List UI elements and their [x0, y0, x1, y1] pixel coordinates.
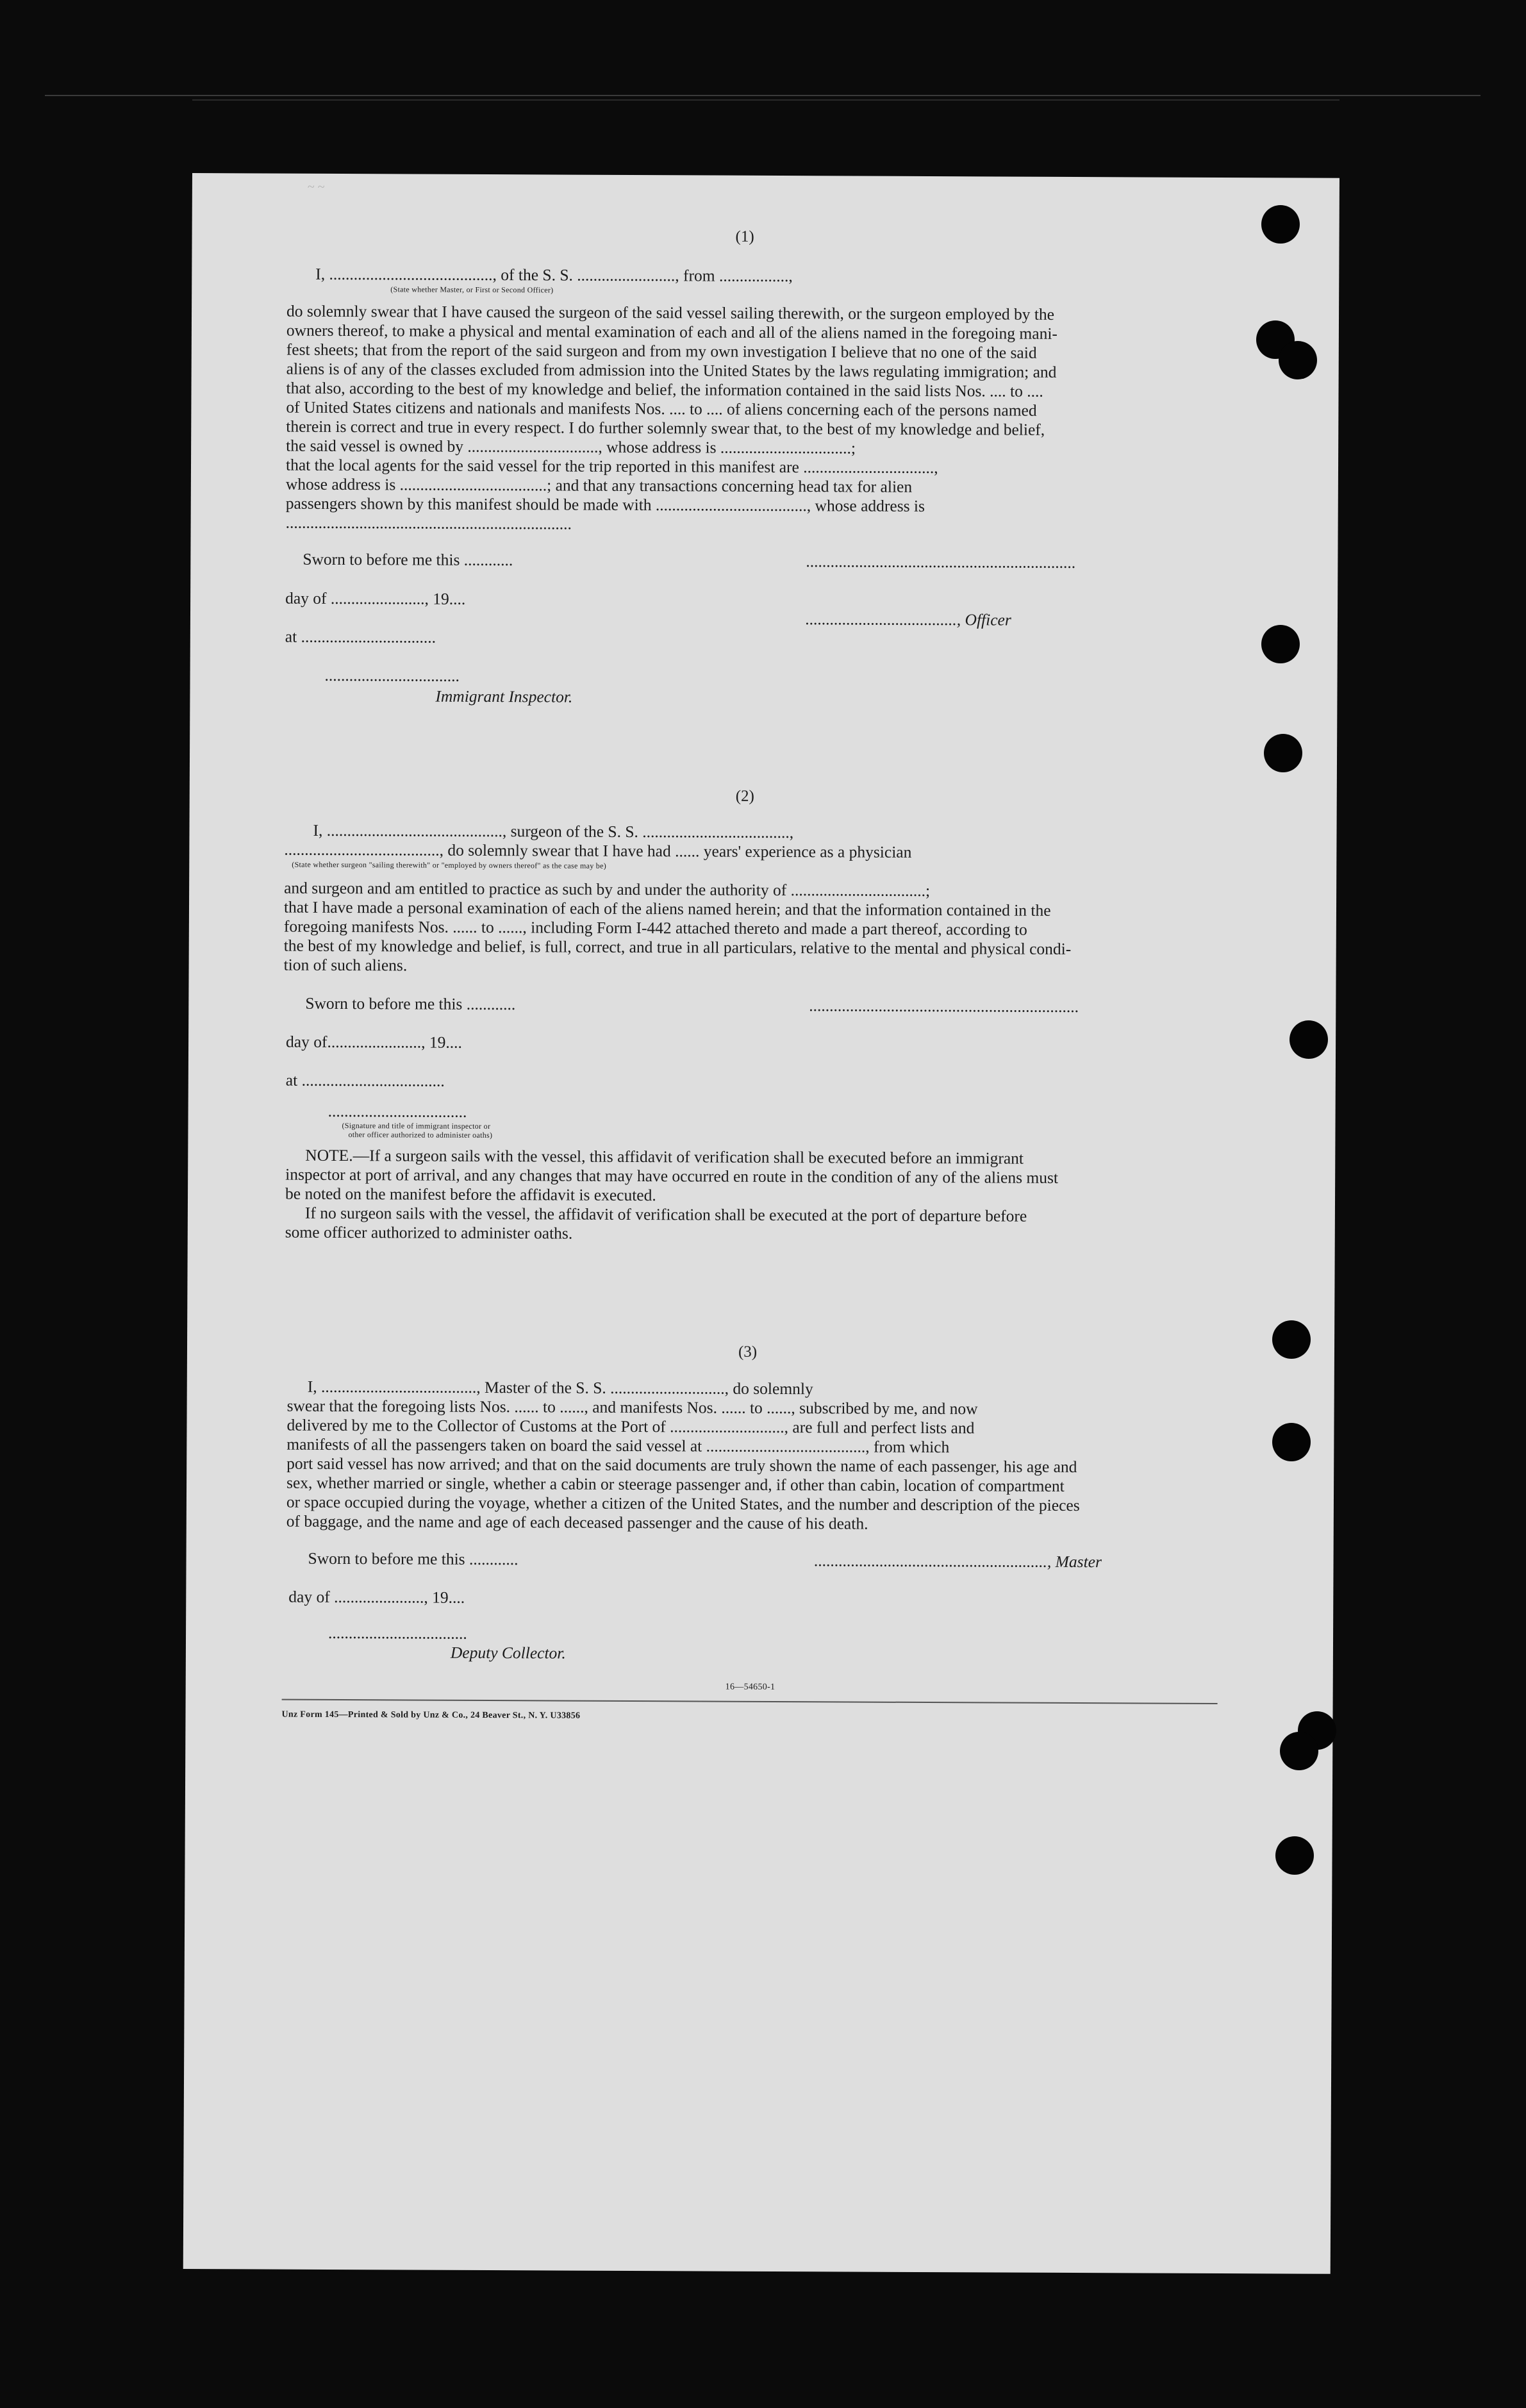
signature-dots: .................................................................. — [809, 996, 1079, 1017]
inspector-signature-dots: .................................. — [328, 1101, 467, 1121]
para-line: the said vessel is owned by ................................, whose address is ................................; — [286, 436, 856, 458]
day-of-line: day of ......................, 19.... — [288, 1587, 465, 1607]
day-of-line: day of......................., 19.... — [286, 1032, 462, 1052]
para-line: or space occupied during the voyage, whether a citizen of the United States, and the number and description of the pieces — [286, 1492, 1080, 1515]
para-line: tion of such aliens. — [283, 955, 408, 975]
punch-hole — [1290, 1020, 1328, 1059]
para-line: I, ......................................, Master of the S. S. ............................, do solemnly — [307, 1377, 813, 1399]
section-2-surgeon-line: I, ..........................................., surgeon of the S. S. ...................................., — [313, 820, 794, 842]
bleed-through-text: ~ ~ — [307, 179, 325, 194]
para-line: fest sheets; that from the report of the said surgeon and from my own investigation I believe that no one of the said — [286, 340, 1037, 362]
para-line: and surgeon and am entitled to practice as such by and under the authority of .................................; — [284, 878, 931, 901]
para-line: that the local agents for the said vessel for the trip reported in this manifest are ................................, — [285, 455, 938, 477]
para-line: foregoing manifests Nos. ...... to ......, including Form I-442 attached thereto and made a part thereof, according to — [283, 917, 1027, 939]
note-line: NOTE.—If a surgeon sails with the vessel, this affidavit of verification shall be executed before an immigrant — [305, 1145, 1024, 1168]
para-line: manifests of all the passengers taken on board the said vessel at ......................................., from which — [286, 1434, 950, 1457]
para-line: sex, whether married or single, whether a cabin or steerage passenger and, if other than cabin, location of compartment — [286, 1473, 1065, 1495]
footer-rule — [282, 1699, 1218, 1704]
sworn-before-me: Sworn to before me this ............ — [303, 549, 513, 570]
section-1-number: (1) — [735, 228, 754, 245]
film-frame-line — [192, 99, 1339, 101]
inspector-signature-dots: ................................. — [324, 665, 460, 685]
day-of-line: day of ......................., 19.... — [285, 588, 466, 608]
para-line: ...................................................................... — [285, 513, 572, 533]
punch-hole — [1279, 341, 1317, 379]
form-code: 16—54650-1 — [725, 1682, 775, 1692]
deputy-collector-label: Deputy Collector. — [450, 1643, 566, 1663]
section-1-officer-caption: (State whether Master, or First or Second Officer) — [390, 285, 554, 295]
at-line: at ................................... — [285, 1070, 445, 1090]
note-line: be noted on the manifest before the affidavit is executed. — [285, 1184, 656, 1205]
para-line: swear that the foregoing lists Nos. ...... to ......, and manifests Nos. ...... to ......, subscribed by me, and now — [286, 1396, 978, 1418]
punch-hole — [1272, 1320, 1311, 1359]
at-line: at ................................. — [285, 627, 436, 647]
sworn-before-me: Sworn to before me this ............ — [308, 1549, 518, 1569]
section-3-number: (3) — [738, 1343, 758, 1361]
manifest-affidavit-page — [183, 173, 1339, 2274]
officer-signature-line: ....................................., Officer — [805, 610, 1011, 629]
section-2-surgeon-caption: (State whether surgeon "sailing therewith" or "employed by owners thereof" as the case may be) — [292, 859, 607, 870]
para-line: the best of my knowledge and belief, is full, correct, and true in all particulars, relative to the mental and physical condi- — [283, 936, 1072, 958]
note-line: some officer authorized to administer oaths. — [285, 1222, 573, 1243]
sworn-before-me: Sworn to before me this ............ — [305, 993, 516, 1014]
signature-caption: (Signature and title of immigrant inspector or — [342, 1121, 491, 1131]
para-line: of baggage, and the name and age of each deceased passenger and the cause of his death. — [286, 1511, 868, 1533]
para-line: delivered by me to the Collector of Customs at the Port of ............................, are full and perfect lists and — [286, 1415, 975, 1438]
signature-dots: .................................................................. — [806, 552, 1076, 572]
printer-imprint: Unz Form 145—Printed & Sold by Unz & Co., 24 Beaver St., N. Y. U33856 — [281, 1709, 581, 1721]
note-line: If no surgeon sails with the vessel, the affidavit of verification shall be executed at the port of departure before — [304, 1203, 1027, 1225]
punch-hole — [1261, 625, 1300, 663]
punch-hole — [1272, 1423, 1311, 1461]
note-line: inspector at port of arrival, and any changes that may have occurred en route in the condition of any of the aliens must — [285, 1165, 1059, 1187]
para-line: owners thereof, to make a physical and mental examination of each and all of the aliens named in the foregoing mani- — [286, 320, 1058, 343]
para-line: whose address is ....................................; and that any transactions concerning head tax for alien — [285, 474, 913, 496]
immigrant-inspector-label: Immigrant Inspector. — [435, 686, 573, 706]
para-line: aliens is of any of the classes excluded from admission into the United States by the laws regulating immigration; and — [286, 359, 1057, 381]
para-line: that also, according to the best of my knowledge and belief, the information contained in the said lists Nos. .... to .... — [286, 378, 1043, 401]
punch-hole — [1261, 205, 1300, 244]
punch-hole — [1280, 1732, 1318, 1770]
section-2-number: (2) — [735, 787, 754, 805]
section-2-experience-line: ......................................, do solemnly swear that I have had ...... years' experience as a physician — [284, 840, 912, 861]
para-line: that I have made a personal examination of each of the aliens named herein; and that the information contained in the — [283, 897, 1051, 920]
para-line: passengers shown by this manifest should be made with ....................................., whose address is — [285, 494, 925, 515]
master-signature-line: ........................................................., Master — [814, 1551, 1102, 1572]
film-frame-line — [45, 95, 1480, 96]
para-line: do solemnly swear that I have caused the surgeon of the said vessel sailing therewith, or the surgeon employed by the — [286, 301, 1055, 324]
para-line: of United States citizens and nationals and manifests Nos. .... to .... of aliens concerning each of the persons named — [286, 397, 1037, 420]
section-1-oath-line: I, ........................................, of the S. S. ........................, from ................., — [315, 264, 793, 286]
punch-hole — [1275, 1836, 1314, 1875]
para-line: therein is correct and true in every respect. I do further solemnly swear that, to the best of my knowledge and belief, — [286, 417, 1045, 439]
punch-hole — [1264, 734, 1302, 772]
collector-signature-dots: .................................. — [328, 1623, 467, 1643]
signature-caption: other officer authorized to administer oaths) — [348, 1130, 493, 1140]
para-line: port said vessel has now arrived; and that on the said documents are truly shown the name of each passenger, his age and — [286, 1454, 1077, 1477]
